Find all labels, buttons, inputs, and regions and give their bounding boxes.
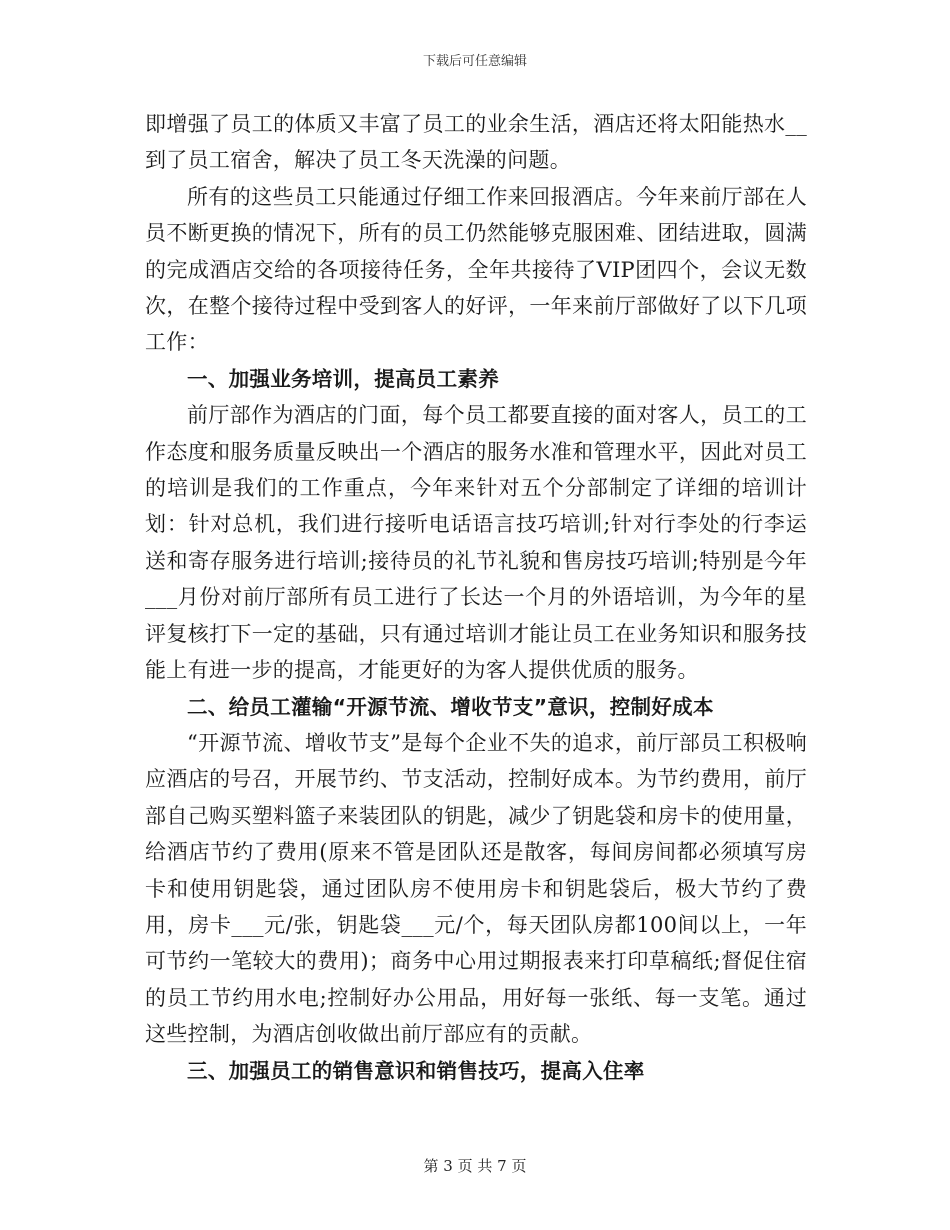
section-heading-1: 一、加强业务培训，提高员工素养 xyxy=(187,366,499,391)
section-heading-2: 二、给员工灌输“开源节流、增收节支”意识，控制好成本 xyxy=(187,694,714,719)
section-heading-3: 三、加强员工的销售意识和销售技巧，提高入住率 xyxy=(187,1058,645,1083)
page-number-footer: 第 3 页 共 7 页 xyxy=(423,1157,527,1175)
document-body xyxy=(145,106,807,1089)
paragraph-cost-control: “开源节流、增收节支”是每个企业不失的追求，前厅部员工积极响应酒店的号召，开展节约、节支活动，控制好成本。为节约费用，前厅部自己购买塑料篮子来装团队的钥匙，减少了钥匙袋和房卡的使用量，给酒店节约了费用(原来不管是团队还是散客，每间房间都必须填写房卡和使用钥匙袋，通过团队房不使用房卡和钥匙袋后，极大节约了费用，房卡___元/张，钥匙袋___元/个，每天团队房都100间以上，一年可节约一笔较大的费用)；商务中心用过期报表来打印草稿纸;督促住宿的员工节约用水电;控制好办公用品，用好每一张纸、每一支笔。通过这些控制，为酒店创收做出前厅部应有的贡献。 xyxy=(145,730,807,1047)
paragraph-intro: 所有的这些员工只能通过仔细工作来回报酒店。今年来前厅部在人员不断更换的情况下，所有的员工仍然能够克服困难、团结进取，圆满的完成酒店交给的各项接待任务，全年共接待了VIP团四个，会议无数次，在整个接待过程中受到客人的好评，一年来前厅部做好了以下几项工作： xyxy=(145,184,807,355)
paragraph-continuation: 即增强了员工的体质又丰富了员工的业余生活，酒店还将太阳能热水__到了员工宿舍，解决了员工冬天洗澡的问题。 xyxy=(145,112,807,173)
header-note: 下载后可任意编辑 xyxy=(422,54,527,69)
paragraph-training: 前厅部作为酒店的门面，每个员工都要直接的面对客人，员工的工作态度和服务质量反映出一个酒店的服务水准和管理水平，因此对员工的培训是我们的工作重点，今年来针对五个分部制定了详细的培训计划：针对总机，我们进行接听电话语言技巧培训;针对行李处的行李运送和寄存服务进行培训;接待员的礼节礼貌和售房技巧培训;特别是今年___月份对前厅部所有员工进行了长达一个月的外语培训，为今年的星评复核打下一定的基础，只有通过培训才能让员工在业务知识和服务技能上有进一步的提高，才能更好的为客人提供优质的服务。 xyxy=(145,403,807,683)
